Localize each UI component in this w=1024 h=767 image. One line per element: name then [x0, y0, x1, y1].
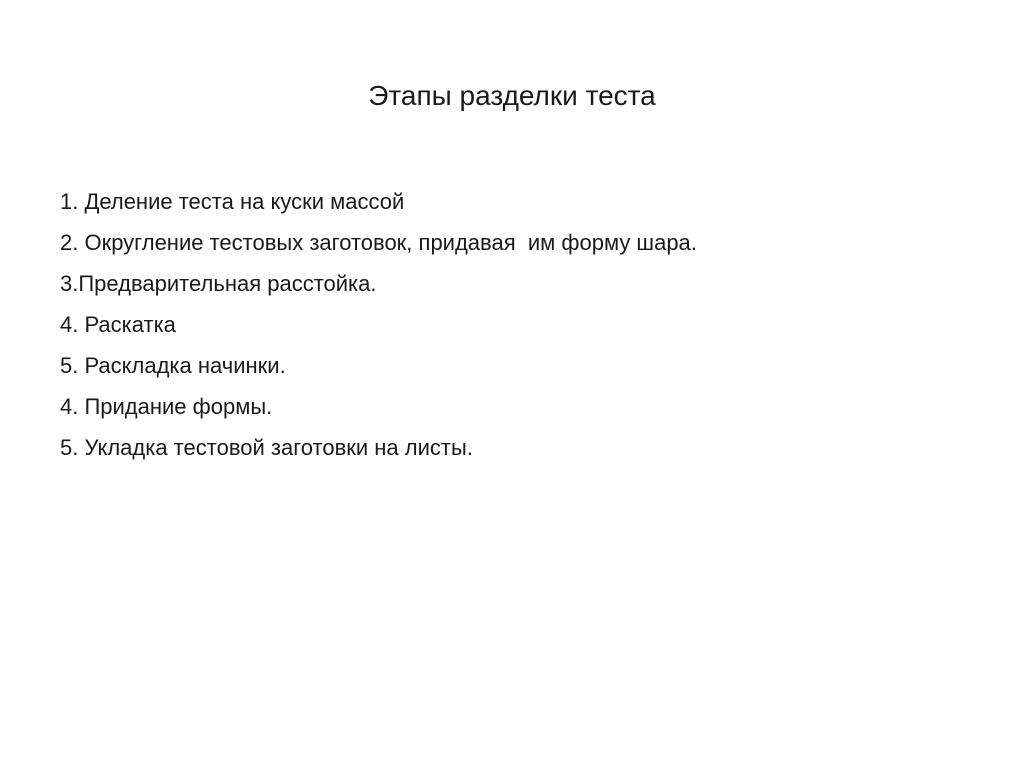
list-item: 2. Округление тестовых заготовок, придавая им форму шара.	[60, 230, 697, 255]
list-item: 4. Придание формы.	[60, 394, 273, 419]
steps-list	[60, 181, 960, 468]
list-item: 4. Раскатка	[60, 312, 176, 337]
slide-title: Этапы разделки теста	[368, 80, 656, 111]
list-item: 3.Предварительная расстойка.	[60, 271, 377, 296]
list-item: 1. Деление теста на куски массой	[60, 189, 405, 214]
list-item: 5. Укладка тестовой заготовки на листы.	[60, 435, 473, 460]
list-item: 5. Раскладка начинки.	[60, 353, 286, 378]
